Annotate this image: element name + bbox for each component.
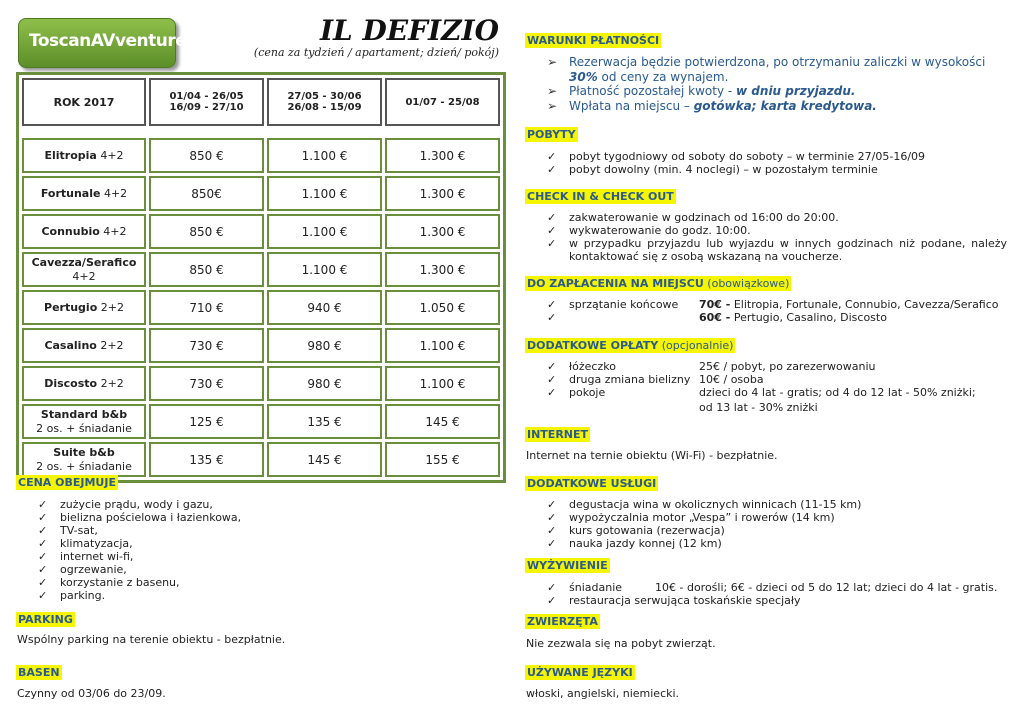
price-season-2: 1.100 €	[267, 252, 382, 287]
apartment-name: Connubio 4+2	[22, 214, 146, 249]
price-season-3: 1.050 €	[385, 290, 500, 325]
miejscu-item: ✓ sprzątanie końcowe 70€ - Elitropia, Fortunale, Connubio, Cavezza/Serafico	[525, 298, 1007, 311]
price-season-2: 1.100 €	[267, 138, 382, 173]
price-season-3: 1.300 €	[385, 138, 500, 173]
pobyty-list	[525, 150, 925, 176]
internet-text: Internet na ternie obiektu (Wi-Fi) - bezpłatnie.	[526, 449, 778, 462]
wyzywienie-list	[525, 581, 1007, 607]
list-item: ✓ ogrzewanie,	[16, 563, 241, 576]
list-item: ✓ korzystanie z basenu,	[16, 576, 241, 589]
basen-text: Czynny od 03/06 do 23/09.	[17, 687, 166, 700]
zwierzeta-text: Nie zezwala się na pobyt zwierząt.	[526, 637, 716, 650]
pobyty-heading: POBYTY	[527, 128, 576, 141]
basen-heading: BASEN	[18, 666, 60, 679]
header-season-3: 01/07 - 25/08	[385, 78, 500, 126]
list-item: ✓ druga zmiana bielizny 10€ / osoba	[525, 373, 1007, 386]
price-season-1: 710 €	[149, 290, 264, 325]
price-season-1: 850 €	[149, 214, 264, 249]
price-season-3: 1.100 €	[385, 328, 500, 363]
price-season-1: 125 €	[149, 404, 264, 439]
header-season-2: 27/05 - 30/06 26/08 - 15/09	[267, 78, 382, 126]
list-item: ✓ zakwaterowanie w godzinach od 16:00 do 20:00.	[525, 211, 1007, 224]
jezyki-heading: UŻYWANE JĘZYKI	[527, 666, 633, 679]
price-season-2: 980 €	[267, 366, 382, 401]
list-item: ✓ łóżeczko 25€ / pobyt, po zarezerwowaniu	[525, 360, 1007, 373]
warunki-item: ➢ Płatność pozostałej kwoty - w dniu przyjazdu.	[525, 84, 1005, 99]
price-season-2: 1.100 €	[267, 176, 382, 211]
miejscu-heading: DO ZAPŁACENIA NA MIEJSCU (obowiązkowe)	[527, 277, 790, 290]
dodatkowe-oplaty-list	[525, 360, 1007, 399]
price-season-2: 940 €	[267, 290, 382, 325]
apartment-name: Elitropia 4+2	[22, 138, 146, 173]
uslugi-heading: DODATKOWE USŁUGI	[527, 477, 657, 490]
list-item: ✓ pobyt dowolny (min. 4 noclegi) – w pozostałym terminie	[525, 163, 925, 176]
price-season-1: 850 €	[149, 138, 264, 173]
price-row	[22, 252, 500, 287]
wyzywienie-heading: WYŻYWIENIE	[527, 559, 608, 572]
warunki-item: ➢ Rezerwacja będzie potwierdzona, po otrzymaniu zaliczki w wysokości 30% od ceny za wynajem.	[525, 55, 1005, 84]
uslugi-list	[525, 498, 861, 550]
list-item: ✓ wykwaterowanie do godz. 10:00.	[525, 224, 1007, 237]
cena-heading: CENA OBEJMUJE	[18, 476, 116, 489]
price-season-2: 1.100 €	[267, 214, 382, 249]
price-row	[22, 328, 500, 363]
apartment-name: Cavezza/Serafico 4+2	[22, 252, 146, 287]
price-row	[22, 138, 500, 173]
miejscu-item-2: ✓ 60€ - Pertugio, Casalino, Discosto	[525, 311, 1007, 324]
price-season-3: 1.300 €	[385, 176, 500, 211]
apartment-name: Discosto 2+2	[22, 366, 146, 401]
price-season-3: 155 €	[385, 442, 500, 477]
zwierzeta-heading: ZWIERZĘTA	[527, 615, 598, 628]
list-item: ✓ degustacja wina w okolicznych winnicach (11-15 km)	[525, 498, 861, 511]
warunki-item: ➢ Wpłata na miejscu – gotówka; karta kredytowa.	[525, 99, 1005, 114]
price-season-1: 850 €	[149, 252, 264, 287]
apartment-name: Standard b&b 2 os. + śniadanie	[22, 404, 146, 439]
internet-heading: INTERNET	[527, 428, 589, 441]
price-season-1: 730 €	[149, 328, 264, 363]
warunki-heading: WARUNKI PŁATNOŚCI	[527, 34, 660, 47]
list-item: ✓ TV-sat,	[16, 524, 241, 537]
header-season-1: 01/04 - 26/05 16/09 - 27/10	[149, 78, 264, 126]
price-table-header	[22, 78, 500, 126]
price-season-2: 135 €	[267, 404, 382, 439]
list-item: ✓ kurs gotowania (rezerwacja)	[525, 524, 861, 537]
price-season-3: 1.300 €	[385, 214, 500, 249]
price-row	[22, 366, 500, 401]
price-season-3: 1.100 €	[385, 366, 500, 401]
price-season-3: 145 €	[385, 404, 500, 439]
dodatkowe-oplaty-heading: DODATKOWE OPŁATY (opcjonalnie)	[527, 339, 734, 352]
logo-text: ToscanAVventure	[29, 31, 187, 51]
price-season-3: 1.300 €	[385, 252, 500, 287]
page-subtitle: (cena za tydzień / apartament; dzień/ pokój)	[253, 46, 499, 59]
price-row	[22, 176, 500, 211]
price-season-2: 145 €	[267, 442, 382, 477]
apartment-name: Pertugio 2+2	[22, 290, 146, 325]
price-season-1: 135 €	[149, 442, 264, 477]
wyzywienie-item: ✓ śniadanie 10€ - dorośli; 6€ - dzieci od 5 do 12 lat; dzieci do 4 lat - gratis.	[525, 581, 1007, 594]
list-item: ✓ internet wi-fi,	[16, 550, 241, 563]
apartment-name: Fortunale 4+2	[22, 176, 146, 211]
parking-text: Wspólny parking na terenie obiektu - bezpłatnie.	[17, 633, 286, 646]
oplaty-extra: od 13 lat - 30% zniżki	[699, 401, 818, 414]
wyzywienie-item: ✓ restauracja serwująca toskańskie specjały	[525, 594, 1007, 607]
price-table	[16, 72, 506, 483]
list-item: ✓ pokoje dzieci do 4 lat - gratis; od 4 do 12 lat - 50% zniżki;	[525, 386, 1007, 399]
apartment-name: Suite b&b 2 os. + śniadanie	[22, 442, 146, 477]
miejscu-list	[525, 298, 1007, 324]
cena-list	[16, 498, 241, 602]
list-item: ✓ parking.	[16, 589, 241, 602]
check-list	[525, 211, 1007, 263]
warunki-list	[525, 55, 1005, 113]
apartment-name: Casalino 2+2	[22, 328, 146, 363]
list-item: ✓ wypożyczalnia motor „Vespa” i rowerów (14 km)	[525, 511, 861, 524]
header-year: ROK 2017	[22, 78, 146, 126]
price-row	[22, 442, 500, 477]
check-heading: CHECK IN & CHECK OUT	[527, 190, 674, 203]
list-item: ✓ nauka jazdy konnej (12 km)	[525, 537, 861, 550]
price-row	[22, 404, 500, 439]
price-season-2: 980 €	[267, 328, 382, 363]
jezyki-text: włoski, angielski, niemiecki.	[526, 687, 680, 700]
price-season-1: 730 €	[149, 366, 264, 401]
list-item: ✓ zużycie prądu, wody i gazu,	[16, 498, 241, 511]
price-row	[22, 214, 500, 249]
list-item: ✓ pobyt tygodniowy od soboty do soboty – w terminie 27/05-16/09	[525, 150, 925, 163]
list-item: ✓ klimatyzacja,	[16, 537, 241, 550]
price-row	[22, 290, 500, 325]
list-item: ✓ w przypadku przyjazdu lub wyjazdu w innych godzinach niż podane, należy kontaktować się z osobą wskazaną na voucherze.	[525, 237, 1007, 263]
price-season-1: 850€	[149, 176, 264, 211]
page-title: IL DEFIZIO	[319, 14, 499, 47]
list-item: ✓ bielizna pościelowa i łazienkowa,	[16, 511, 241, 524]
parking-heading: PARKING	[18, 613, 73, 626]
logo	[18, 18, 187, 68]
